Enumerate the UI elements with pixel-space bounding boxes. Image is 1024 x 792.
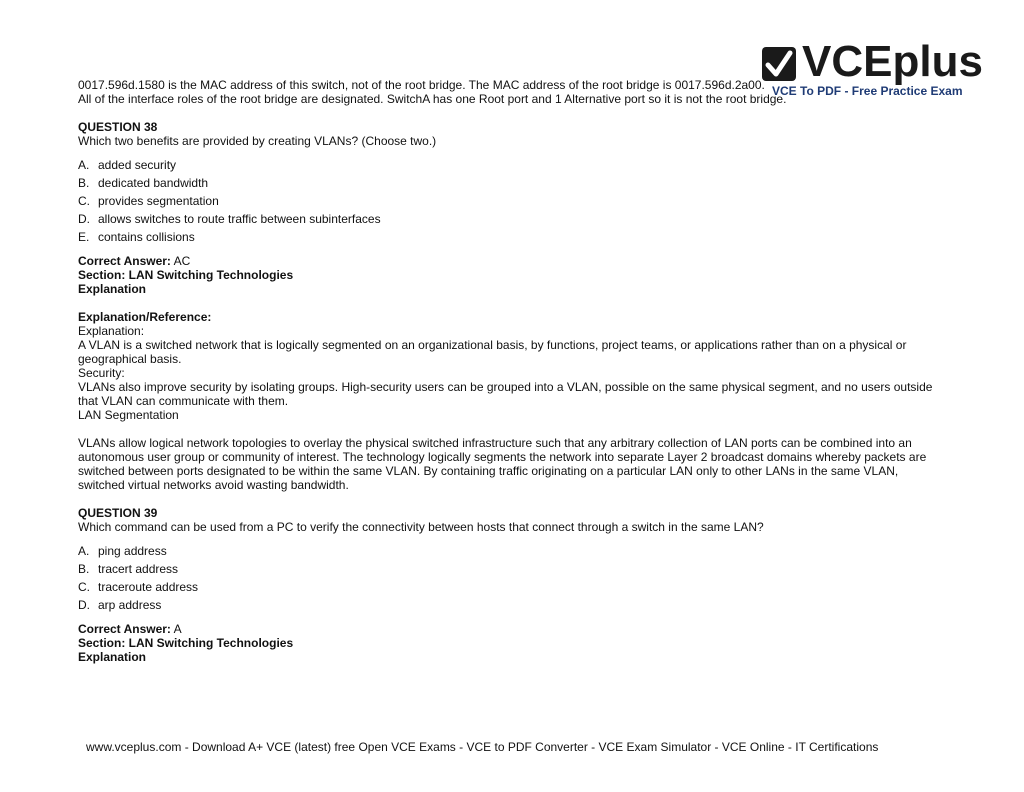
logo-tagline: VCE To PDF - Free Practice Exam — [772, 84, 963, 98]
checkmark-icon — [762, 47, 796, 81]
security-label: Security: — [78, 366, 125, 380]
question-39-heading: QUESTION 39 — [78, 506, 158, 520]
correct-answer-39: Correct Answer: A — [78, 622, 182, 636]
option-b: B. dedicated bandwidth — [78, 176, 209, 190]
section-39: Section: LAN Switching Technologies — [78, 636, 294, 650]
question-38-options — [78, 156, 948, 246]
option-a: A. ping address — [78, 544, 167, 558]
logo-wordmark: VCEplus — [802, 37, 983, 86]
option-b: B. tracert address — [78, 562, 179, 576]
option-e: E. contains collisions — [78, 230, 195, 244]
question-38-heading: QUESTION 38 — [78, 120, 158, 134]
intro-line-2: All of the interface roles of the root bridge are designated. SwitchA has one Root port and 1 Alternative port so it is not the root bridge. — [78, 92, 787, 106]
question-39-options — [78, 542, 948, 614]
explanation-paragraph-1: A VLAN is a switched network that is logically segmented on an organizational basis, by functions, project teams, or applications rather than on a physical or geographical basis. — [78, 338, 907, 366]
option-d: D. allows switches to route traffic between subinterfaces — [78, 212, 381, 226]
explanation-paragraph-3: VLANs allow logical network topologies to overlay the physical switched infrastructure such that any arbitrary collection of LAN ports can be combined into an autonomous user group or community of interest. The technology logically segments the network into separate Layer 2 broadcast domains whereby packets are switched between ports designated to be within the same VLAN. By containing traffic originating on a particular LAN only to other LANs in the same VLAN, switched virtual networks avoid wasting bandwidth. — [78, 436, 927, 492]
correct-answer-38: Correct Answer: AC — [78, 254, 191, 268]
explanation-label-38: Explanation — [78, 282, 147, 296]
intro-line-1: 0017.596d.1580 is the MAC address of this switch, not of the root bridge. The MAC address of the root bridge is 0017.596d.2a00. — [78, 78, 765, 92]
explanation-label-39: Explanation — [78, 650, 147, 664]
lan-segmentation-label: LAN Segmentation — [78, 408, 179, 422]
option-a: A. added security — [78, 158, 177, 172]
option-d: D. arp address — [78, 598, 162, 612]
explanation-reference-label: Explanation/Reference: — [78, 310, 212, 324]
page-footer: www.vceplus.com - Download A+ VCE (latest) free Open VCE Exams - VCE to PDF Converter - VCE Exam Simulator - VCE Online - IT Certifications — [86, 740, 879, 754]
section-38: Section: LAN Switching Technologies — [78, 268, 294, 282]
question-39-text: Which command can be used from a PC to verify the connectivity between hosts that connect through a switch in the same LAN? — [78, 520, 764, 534]
option-c: C. traceroute address — [78, 580, 199, 594]
explanation-heading: Explanation: — [78, 324, 145, 338]
question-38-text: Which two benefits are provided by creating VLANs? (Choose two.) — [78, 134, 437, 148]
option-c: C. provides segmentation — [78, 194, 219, 208]
explanation-paragraph-2: VLANs also improve security by isolating groups. High-security users can be grouped into a VLAN, possible on the same physical segment, and no users outside that VLAN can communicate with them. — [78, 380, 933, 408]
document-body — [78, 78, 948, 664]
